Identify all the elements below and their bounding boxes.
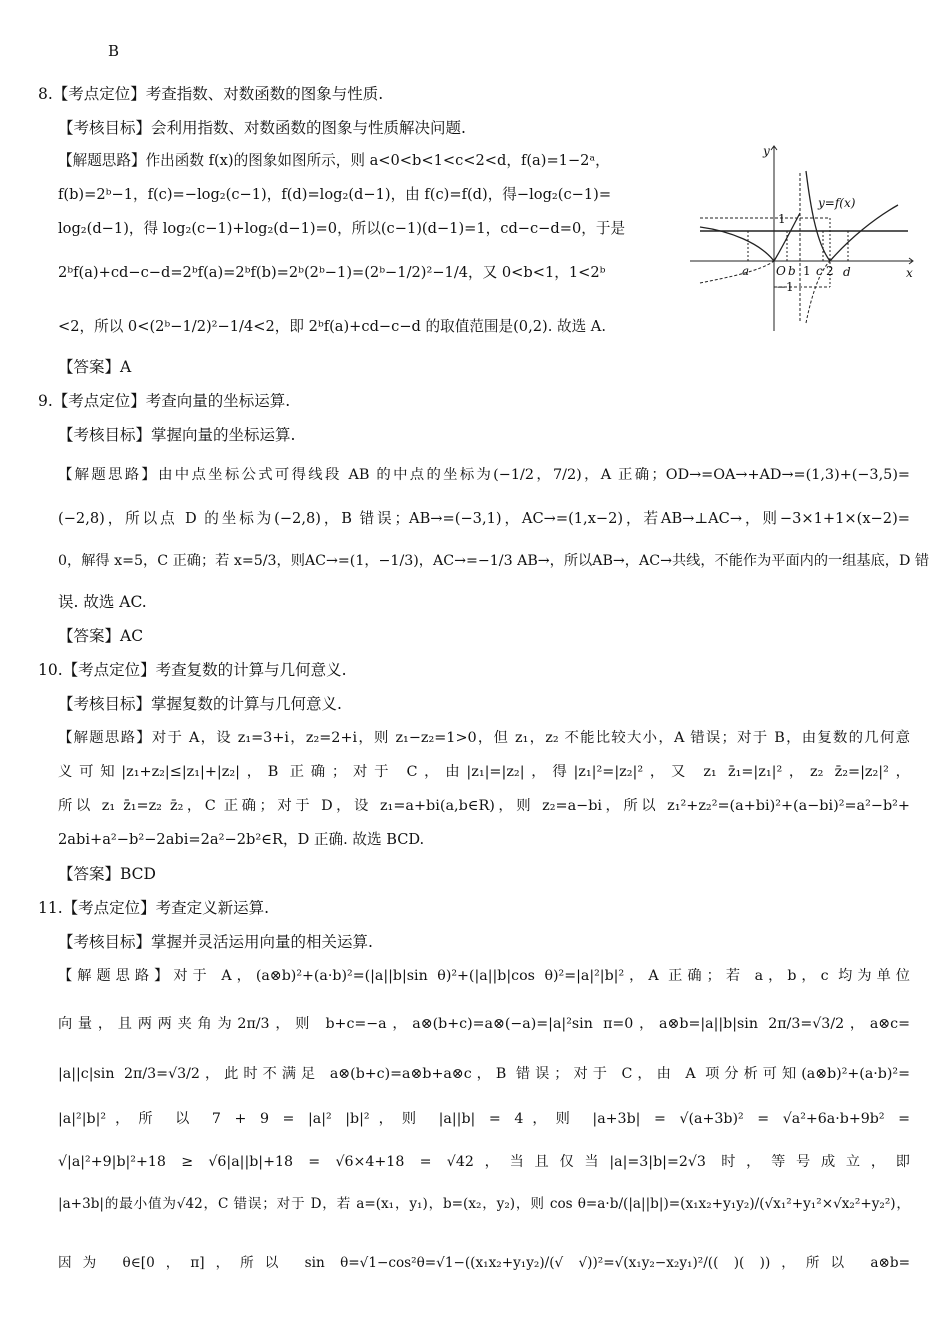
q10-solution-line3: 所以 z₁ z̄₁=z₂ z̄₂，C 正确；对于 D，设 z₁=a+bi(a,b∈R)，则 z₂=a−bi，所以 z₁²+z₂²=(a+bi)²+(a−bi)²=a²−b²+ bbox=[58, 798, 910, 814]
q8-solution-line5: <2，所以 0<(2ᵇ−1/2)²−1/4<2，即 2ᵇf(a)+cd−c−d 的取值范围是(0,2). 故选 A. bbox=[58, 318, 606, 335]
q8-solution-line1: 【解题思路】作出函数 f(x)的图象如图所示，则 a<0<b<1<c<2<d，f(a)=1−2ᵃ， bbox=[58, 152, 610, 169]
function-label: y=f(x) bbox=[818, 196, 856, 210]
curve-log-left bbox=[806, 171, 830, 261]
q11-goal: 【考核目标】掌握并灵活运用向量的相关运算. bbox=[58, 933, 373, 951]
q9-solution-line1: 【解题思路】由中点坐标公式可得线段 AB 的中点的坐标为(−1/2，7/2)，A 正确；OD→=OA→+AD→=(1,3)+(−3,5)= bbox=[58, 467, 910, 483]
dashed-curve-left bbox=[700, 261, 774, 283]
q10-solution-line1: 【解题思路】对于 A，设 z₁=3+i，z₂=2+i，则 z₁−z₂=1>0，但 z₁，z₂ 不能比较大小，A 错误；对于 B，由复数的几何意 bbox=[58, 730, 910, 746]
q11-solution-line3: |a||c|sin 2π/3=√3/2，此时不满足 a⊗(b+c)=a⊗b+a⊗c，B 错误；对于 C，由 A 项分析可知(a⊗b)²+(a·b)²= bbox=[58, 1066, 910, 1082]
q10-solution-line4: 2abi+a²−b²−2abi=2a²−2b²∈R，D 正确. 故选 BCD. bbox=[58, 831, 425, 848]
q11-solution-line7: 因为 θ∈[0，π]，所以 sin θ=√1−cos²θ=√1−((x₁x₂+y₁y₂)/(√ √))²=√(x₁y₂−x₂y₁)²/(( )( ))，所以 a⊗b= bbox=[58, 1255, 910, 1271]
q10-solution-line2: 义可知|z₁+z₂|≤|z₁|+|z₂|，B 正确；对于 C，由|z₁|=|z₂|，得|z₁|²=|z₂|²，又 z₁ z̄₁=|z₁|²，z₂ z̄₂=|z₂|²， bbox=[58, 764, 910, 780]
q9-topic: 9.【考点定位】考查向量的坐标运算. bbox=[38, 392, 291, 410]
q9-solution-line3: 0，解得 x=5，C 正确；若 x=5/3，则AC→=(1，−1/3)，AC→=−1/3 AB→，所以AB→，AC→共线，不能作为平面内的一组基底，D 错 bbox=[58, 553, 930, 569]
point-a-label: a bbox=[742, 264, 750, 278]
function-graph bbox=[690, 143, 920, 333]
q8-solution-line4: 2ᵇf(a)+cd−c−d=2ᵇf(a)=2ᵇf(b)=2ᵇ(2ᵇ−1)=(2ᵇ−1/2)²−1/4，又 0<b<1，1<2ᵇ bbox=[58, 264, 606, 281]
tick-neg1-label: −1 bbox=[776, 280, 794, 294]
q11-solution-line5: √|a|²+9|b|²+18 ≥ √6|a||b|+18 = √6×4+18 = √42，当且仅当|a|=3|b|=2√3 时，等号成立，即 bbox=[58, 1154, 910, 1170]
q11-solution-line1: 【解题思路】对于 A，(a⊗b)²+(a·b)²=(|a||b|sin θ)²+(|a||b|cos θ)²=|a|²|b|²，A 正确；若 a，b，c 均为单位 bbox=[58, 968, 910, 984]
y-axis-label: y bbox=[763, 144, 770, 158]
q9-solution-line2: (−2,8)，所以点 D 的坐标为(−2,8)，B 错误；AB→=(−3,1)，AC→=(1,x−2)，若AB→⊥AC→，则−3×1+1×(x−2)= bbox=[58, 510, 910, 527]
q9-solution-line4: 误. 故选 AC. bbox=[58, 593, 147, 611]
point-1-label: 1 bbox=[803, 264, 811, 278]
q10-topic: 10.【考点定位】考查复数的计算与几何意义. bbox=[38, 661, 347, 679]
tick-1-label: 1 bbox=[778, 212, 786, 226]
q9-goal: 【考核目标】掌握向量的坐标运算. bbox=[58, 426, 296, 444]
point-d-label: d bbox=[843, 265, 851, 279]
q10-goal: 【考核目标】掌握复数的计算与几何意义. bbox=[58, 695, 342, 713]
curve-left-branch bbox=[700, 227, 774, 261]
x-axis-label: x bbox=[906, 266, 913, 280]
point-o-label: O bbox=[776, 264, 786, 278]
q8-topic: 8.【考点定位】考查指数、对数函数的图象与性质. bbox=[38, 85, 384, 103]
q8-solution-line2: f(b)=2ᵇ−1，f(c)=−log₂(c−1)，f(d)=log₂(d−1)，由 f(c)=f(d)，得−log₂(c−1)= bbox=[58, 186, 612, 203]
point-c-label: c bbox=[816, 264, 823, 278]
point-b-label: b bbox=[788, 264, 796, 278]
q8-solution-line3: log₂(d−1)，得 log₂(c−1)+log₂(d−1)=0，所以(c−1)(d−1)=1，cd−c−d=0，于是 bbox=[58, 220, 626, 237]
q11-solution-line6: |a+3b|的最小值为√42，C 错误；对于 D，若 a=(x₁，y₁)，b=(x₂，y₂)，则 cos θ=a·b/(|a||b|)=(x₁x₂+y₁y₂)/(√x₁²+y₁²×√x₂²+y₂²)， bbox=[58, 1196, 910, 1212]
q11-topic: 11.【考点定位】考查定义新运算. bbox=[38, 899, 270, 917]
q10-answer: 【答案】BCD bbox=[58, 865, 156, 883]
point-2-label: 2 bbox=[826, 264, 834, 278]
q9-answer: 【答案】AC bbox=[58, 627, 144, 645]
q11-solution-line2: 向量，且两两夹角为2π/3，则 b+c=−a，a⊗(b+c)=a⊗(−a)=|a|²sin π=0，a⊗b=|a||b|sin 2π/3=√3/2，a⊗c= bbox=[58, 1016, 910, 1032]
q8-goal: 【考核目标】会利用指数、对数函数的图象与性质解决问题. bbox=[58, 119, 466, 137]
q11-solution-line4: |a|²|b|²，所 以 7 + 9 = |a|² |b|²，则 |a||b| = 4，则 |a+3b| = √(a+3b)² = √a²+6a·b+9b² = bbox=[58, 1111, 910, 1127]
curve-log-right bbox=[830, 205, 898, 261]
previous-answer: B bbox=[108, 42, 120, 60]
q8-answer: 【答案】A bbox=[58, 358, 132, 376]
